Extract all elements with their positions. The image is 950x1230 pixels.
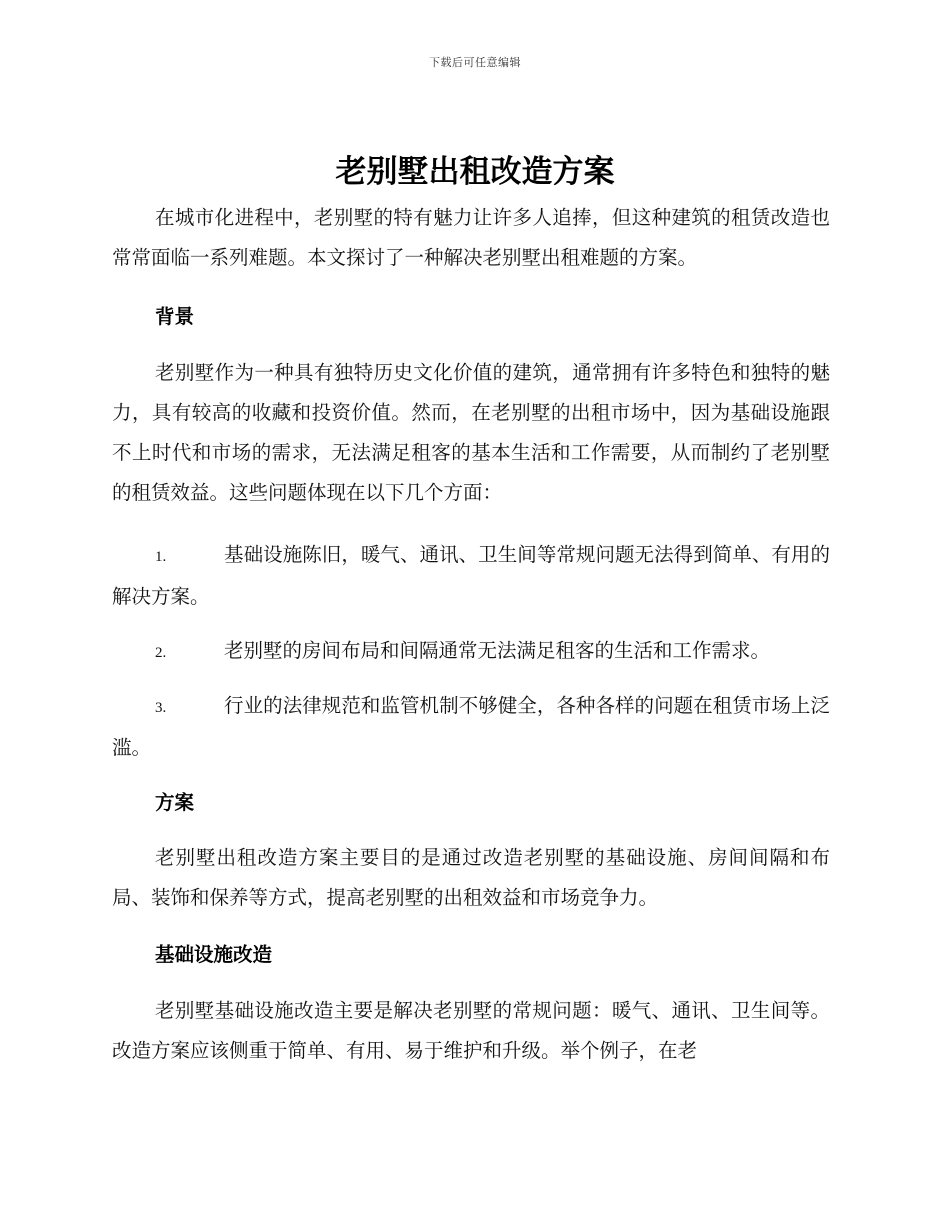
plan-paragraph: 老别墅出租改造方案主要目的是通过改造老别墅的基础设施、房间间隔和布局、装饰和保养等方式，提高老别墅的出租效益和市场竞争力。	[112, 846, 830, 909]
section-heading-plan: 方案	[155, 791, 195, 814]
header-note: 下载后可任意编辑	[429, 56, 521, 69]
list-item-number: 3.	[155, 700, 167, 716]
list-item-text: 基础设施陈旧，暖气、通讯、卫生间等常规问题无法得到简单、有用的解决方案。	[112, 543, 830, 608]
infrastructure-paragraph: 老别墅基础设施改造主要是解决老别墅的常规问题：暖气、通讯、卫生间等。改造方案应该侧重于简单、有用、易于维护和升级。举个例子，在老	[112, 999, 830, 1062]
list-item-text: 老别墅的房间布局和间隔通常无法满足租客的生活和工作需求。	[224, 639, 771, 662]
list-item	[112, 535, 830, 617]
list-item	[112, 631, 830, 673]
section-heading-infrastructure: 基础设施改造	[155, 943, 273, 966]
section-heading-background: 背景	[155, 305, 195, 328]
intro-paragraph: 在城市化进程中，老别墅的特有魅力让许多人追捧，但这种建筑的租赁改造也常常面临一系列难题。本文探讨了一种解决老别墅出租难题的方案。	[112, 206, 830, 269]
background-paragraph: 老别墅作为一种具有独特历史文化价值的建筑，通常拥有许多特色和独特的魅力，具有较高的收藏和投资价值。然而，在老别墅的出租市场中，因为基础设施跟不上时代和市场的需求，无法满足租客的基本生活和工作需要，从而制约了老别墅的租赁效益。这些问题体现在以下几个方面：	[112, 361, 830, 504]
list-item-number: 1.	[155, 549, 167, 565]
document-title: 老别墅出租改造方案	[335, 154, 615, 190]
list-item	[112, 686, 830, 768]
list-item-text: 行业的法律规范和监管机制不够健全，各种各样的问题在租赁市场上泛滥。	[112, 694, 830, 759]
list-item-number: 2.	[155, 645, 167, 661]
